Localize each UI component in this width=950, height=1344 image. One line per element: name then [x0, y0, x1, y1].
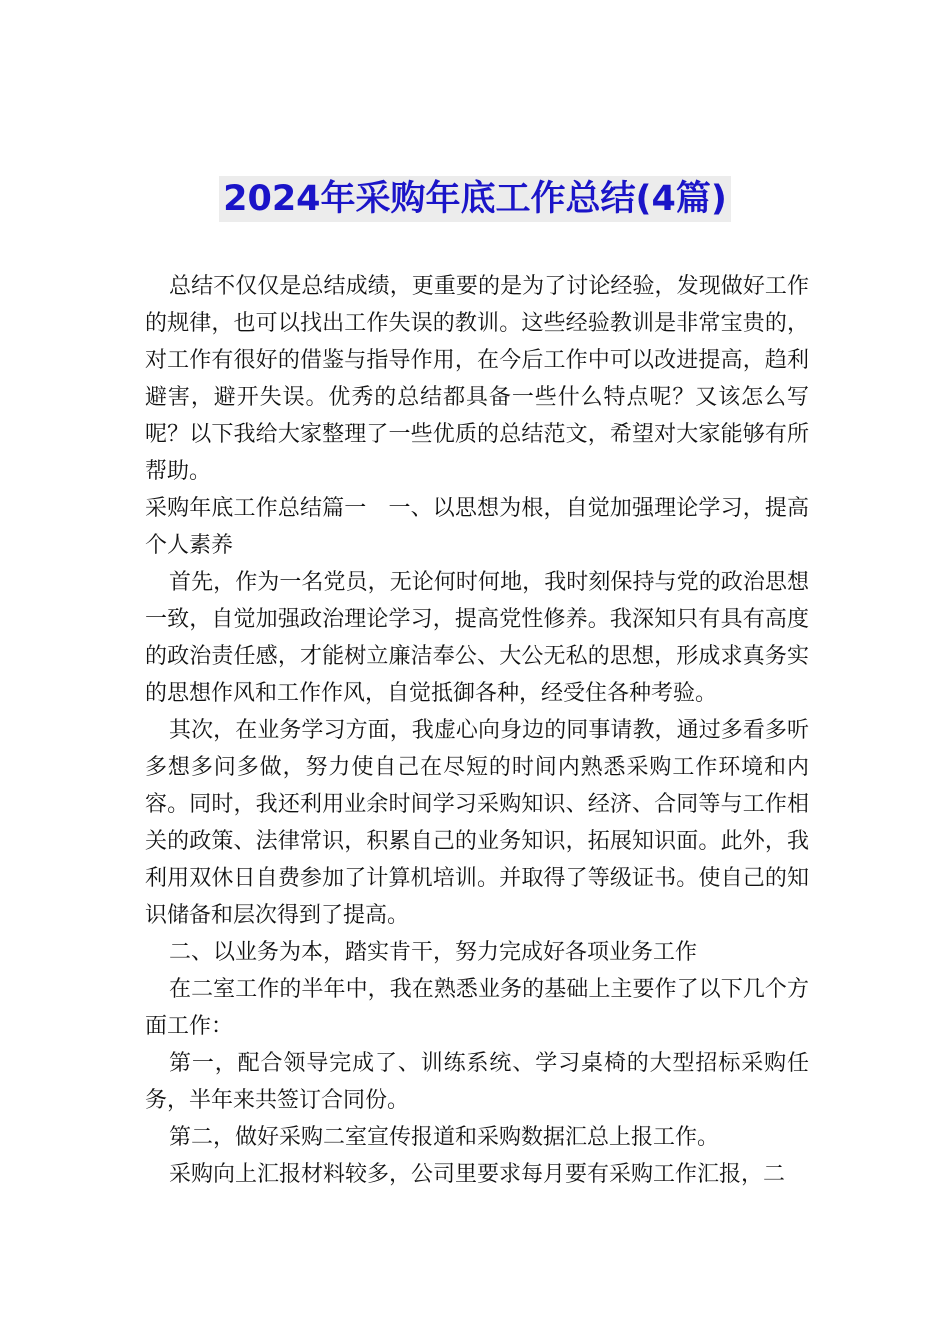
- document-title: 2024年采购年底工作总结(4篇): [219, 176, 731, 222]
- paragraph-work-overview: 在二室工作的半年中，我在熟悉业务的基础上主要作了以下几个方面工作：: [145, 977, 809, 1039]
- paragraph-item-two: 第二，做好采购二室宣传报道和采购数据汇总上报工作。: [169, 1125, 720, 1150]
- paragraph-reporting: 采购向上汇报材料较多，公司里要求每月要有采购工作汇报，二: [169, 1162, 786, 1187]
- document-body: [145, 268, 809, 1193]
- paragraph-first: 首先，作为一名党员，无论何时何地，我时刻保持与党的政治思想一致，自觉加强政治理论学习，提高党性修养。我深知只有具有高度的政治责任感，才能树立廉洁奉公、大公无私的思想，形成求真务实的思想作风和工作作风，自觉抵御各种，经受住各种考验。: [145, 570, 809, 706]
- section-heading-part-two: 二、以业务为本，踏实肯干，努力完成好各项业务工作: [169, 940, 698, 965]
- title-wrap: [0, 176, 950, 222]
- paragraph-second: 其次，在业务学习方面，我虚心向身边的同事请教，通过多看多听多想多问多做，努力使自己在尽短的时间内熟悉采购工作环境和内容。同时，我还利用业余时间学习采购知识、经济、合同等与工作相关的政策、法律常识，积累自己的业务知识，拓展知识面。此外，我利用双休日自费参加了计算机培训。并取得了等级证书。使自己的知识储备和层次得到了提高。: [145, 718, 809, 928]
- intro-paragraph: 总结不仅仅是总结成绩，更重要的是为了讨论经验，发现做好工作的规律，也可以找出工作失误的教训。这些经验教训是非常宝贵的，对工作有很好的借鉴与指导作用，在今后工作中可以改进提高，趋利避害，避开失误。优秀的总结都具备一些什么特点呢？又该怎么写呢？以下我给大家整理了一些优质的总结范文，希望对大家能够有所帮助。: [145, 274, 809, 484]
- section-heading-part-one: 采购年底工作总结篇一 一、以思想为根，自觉加强理论学习，提高个人素养: [145, 496, 809, 558]
- paragraph-item-one: 第一，配合领导完成了、训练系统、学习桌椅的大型招标采购任务，半年来共签订合同份。: [145, 1051, 809, 1113]
